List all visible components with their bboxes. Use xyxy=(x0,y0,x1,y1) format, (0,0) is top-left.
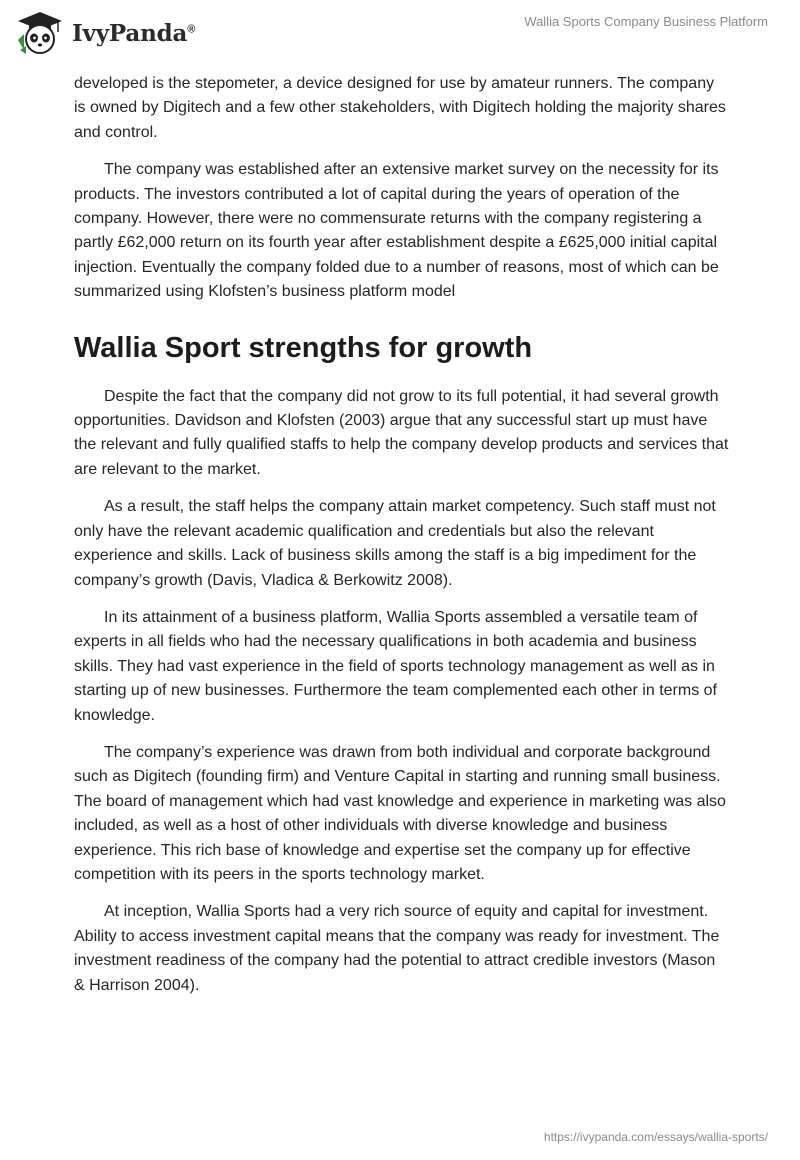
brand-logo[interactable] xyxy=(14,8,195,58)
page-header xyxy=(0,0,800,70)
brand-name: IvyPanda® xyxy=(72,19,196,47)
document-title: Wallia Sports Company Business Platform xyxy=(524,14,768,29)
paragraph: In its attainment of a business platform, Wallia Sports assembled a versatile team of experts in all fields who had the necessary qualifications in both academia and business skills. They had vast experience in the field of sports technology management as well as in starting up of new businesses. Furthermore the team complemented each other in terms of knowledge. xyxy=(74,608,717,724)
paragraph: The company’s experience was drawn from both individual and corporate background such as Digitech (founding firm) and Venture Capital in starting and running small business. The board of management which had vast knowledge and experience in marketing was also included, as well as a host of other individuals with diverse knowledge and business experience. This rich base of knowledge and expertise set the company up for effective competition with its peers in the sports technology market. xyxy=(74,743,726,883)
paragraph: As a result, the staff helps the company attain market competency. Such staff must not only have the relevant academic qualification and credentials but also the relevant experience and skills. Lack of business skills among the staff is a big impediment for the company’s growth (Davis, Vladica & Berkowitz 2008). xyxy=(74,498,716,589)
paragraph: At inception, Wallia Sports had a very rich source of equity and capital for investment. Ability to access investment capital means that the company was ready for investment. The investment readiness of the company had the potential to attract credible investors (Mason & Harrison 2004). xyxy=(74,903,720,994)
section-heading: Wallia Sport strengths for growth xyxy=(74,331,533,364)
paragraph: Despite the fact that the company did not grow to its full potential, it had several growth opportunities. Davidson and Klofsten (2003) argue that any successful start up must have the relevant and fully qualified staffs to help the company develop products and services that are relevant to the market. xyxy=(74,387,729,478)
panda-graduate-logo-icon xyxy=(14,10,66,56)
source-url[interactable]: https://ivypanda.com/essays/wallia-sports/ xyxy=(543,1130,768,1144)
essay-content xyxy=(74,72,730,1011)
paragraph: The company was established after an extensive market survey on the necessity for its products. The investors contributed a lot of capital during the years of operation of the company. However, there were no commensurate returns with the company registering a partly £62,000 return on its fourth year after establishment despite a £625,000 initial capital injection. Eventually the company folded due to a number of reasons, most of which can be summarized using Klofsten’s business platform model xyxy=(74,161,719,301)
paragraph: developed is the stepometer, a device designed for use by amateur runners. The company is owned by Digitech and a few other stakeholders, with Digitech holding the majority shares and control. xyxy=(74,75,726,141)
